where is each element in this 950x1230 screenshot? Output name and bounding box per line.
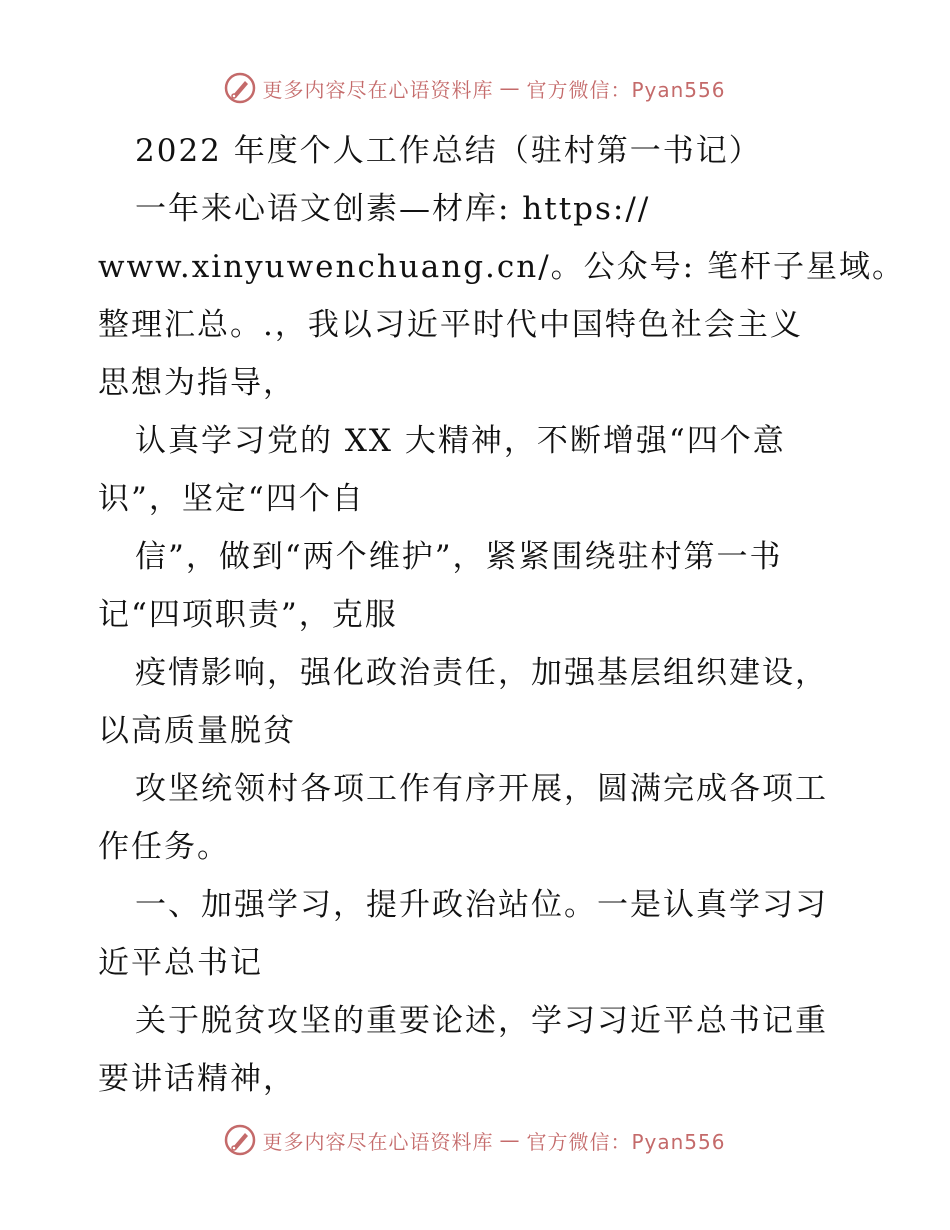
footer-watermark — [0, 1124, 950, 1156]
text-line: 疫情影响，强化政治责任，加强基层组织建设， — [135, 655, 828, 691]
watermark-contact: 官方微信：Pyan556 — [526, 1129, 726, 1154]
pen-logo-icon — [224, 72, 256, 104]
text-line: 要讲话精神， — [98, 1061, 296, 1097]
text-line: 思想为指导， — [98, 365, 296, 401]
section-heading: 一、加强学习，提升政治站位。一是认真学习习 — [135, 887, 828, 923]
text-line: 识”，坚定“四个自 — [98, 481, 365, 517]
text-line: 信”，做到“两个维护”，紧紧围绕驻村第一书 — [135, 539, 783, 575]
text-line: 整理汇总。.，我以习近平时代中国特色社会主义 — [98, 307, 803, 343]
header-watermark — [0, 72, 950, 104]
watermark-separator: — — [499, 76, 521, 100]
document-title: 2022 年度个人工作总结（驻村第一书记） — [135, 133, 762, 169]
text-line: 一年来心语文创素—材库: https:// — [135, 191, 651, 227]
text-line: 攻坚统领村各项工作有序开展，圆满完成各项工 — [135, 771, 828, 807]
text-line: 认真学习党的 XX 大精神，不断增强“四个意 — [135, 423, 786, 459]
text-line: 记“四项职责”，克服 — [98, 597, 398, 633]
watermark-text: 更多内容尽在心语资料库 — [262, 1129, 494, 1154]
text-line: 关于脱贫攻坚的重要论述，学习习近平总书记重 — [135, 1003, 828, 1039]
document-body — [98, 122, 905, 1108]
text-line: www.xinyuwenchuang.cn/。公众号: 笔杆子星域。 — [98, 249, 905, 285]
text-line: 作任务。 — [98, 829, 230, 865]
text-line: 以高质量脱贫 — [98, 713, 296, 749]
watermark-contact: 官方微信：Pyan556 — [526, 77, 726, 102]
watermark-text: 更多内容尽在心语资料库 — [262, 77, 494, 102]
pen-logo-icon — [224, 1124, 256, 1156]
text-line: 近平总书记 — [98, 945, 263, 981]
watermark-separator: — — [499, 1128, 521, 1152]
